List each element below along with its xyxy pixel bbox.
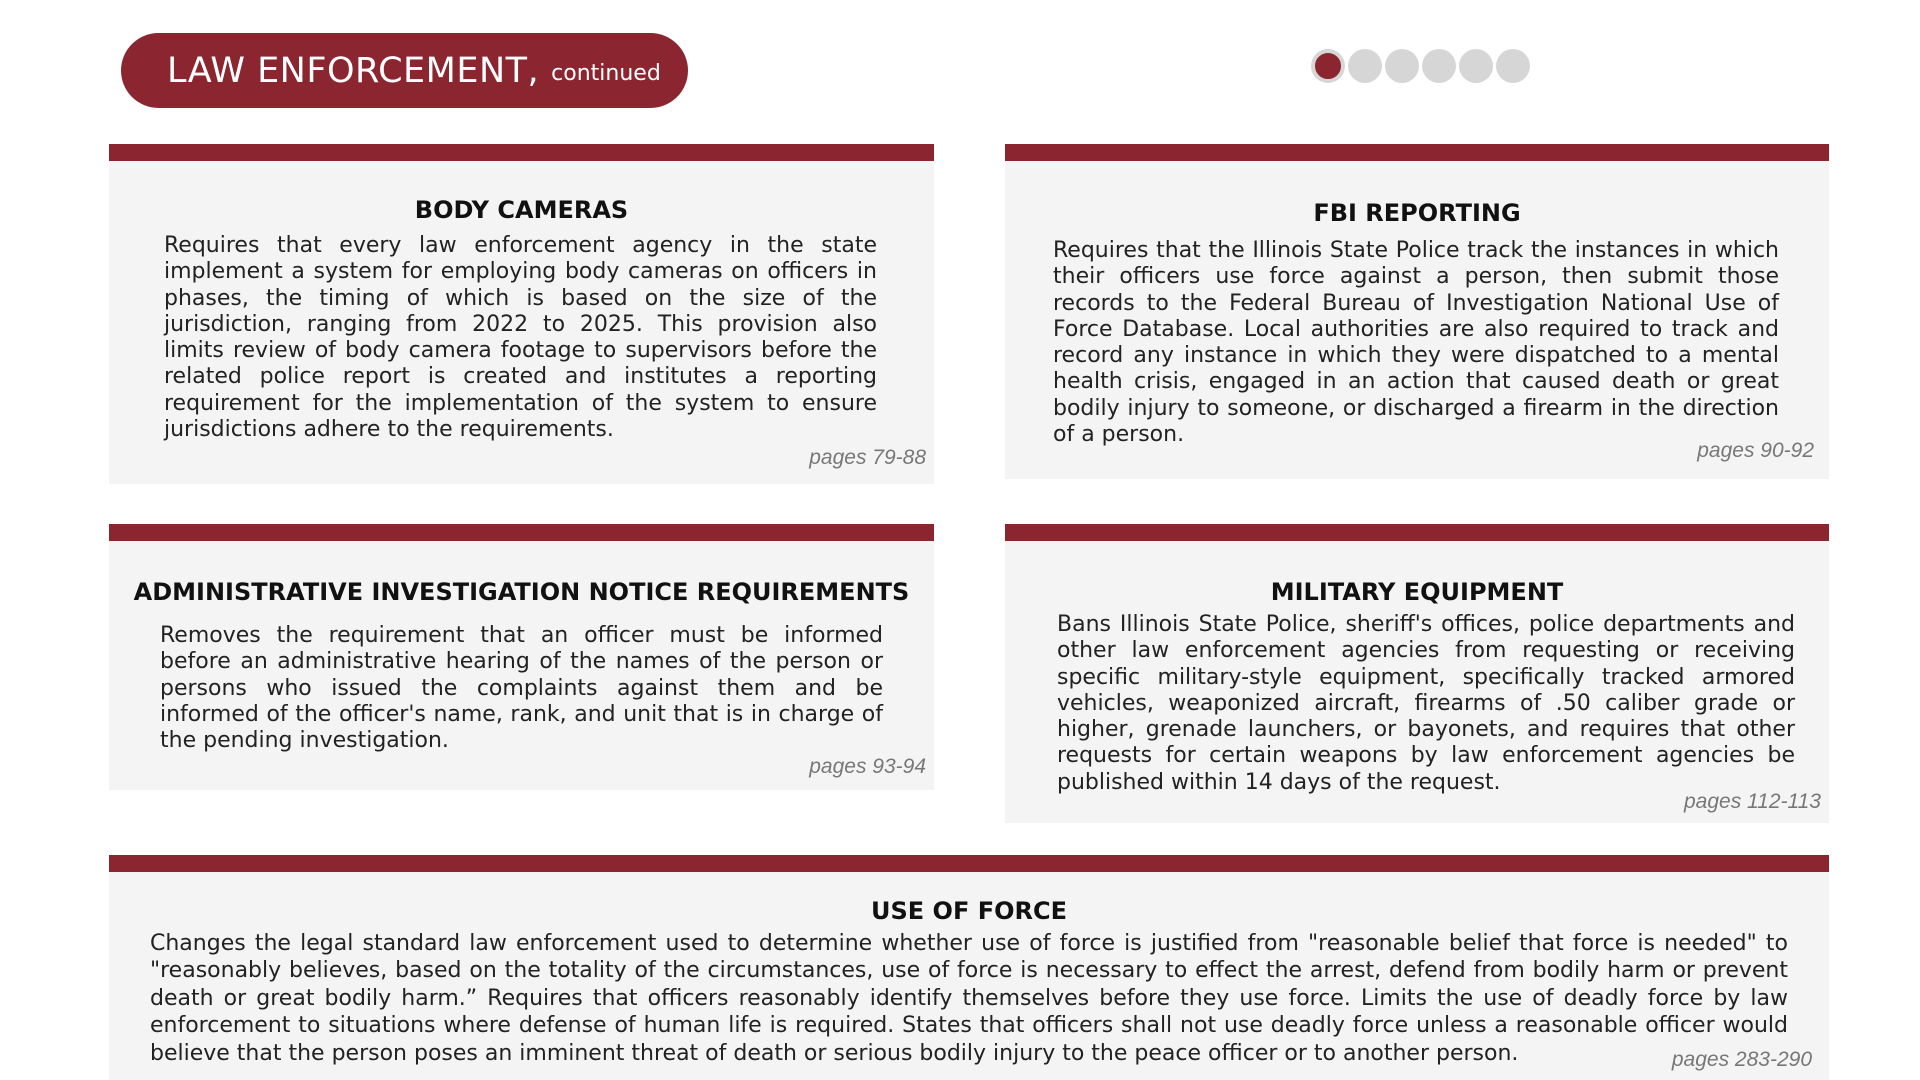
card-admin-notice: [109, 524, 934, 790]
card-title: USE OF FORCE: [871, 897, 1067, 925]
page-dot-1[interactable]: [1311, 49, 1345, 83]
page-reference: pages 79-88: [809, 446, 926, 469]
card-title: BODY CAMERAS: [414, 196, 629, 224]
card-use-of-force: [109, 855, 1829, 1080]
card-accent-bar: [109, 144, 934, 161]
card-text: Changes the legal standard law enforcement used to determine whether use of force is justified from "reasonable belief that force is needed" to "reasonably believes, based on the totality of the circumstances, use of force is necessary to effect the arrest, defend from bodily harm or prevent death or great bodily harm.” Requires that officers reasonably identify themselves before they use force. Limits the use of deadly force by law enforcement to situations where defense of human life is required. States that officers shall not use deadly force unless a reasonable officer would believe that the person poses an imminent threat of death or serious bodily injury to the peace officer or to another person.: [150, 931, 1788, 1066]
page-reference: pages 90-92: [1697, 439, 1814, 462]
card-accent-bar: [1005, 144, 1829, 161]
card-title: FBI REPORTING: [1313, 199, 1521, 227]
card-accent-bar: [109, 524, 934, 541]
card-accent-bar: [1005, 524, 1829, 541]
card-fbi-reporting: [1005, 144, 1829, 479]
page-dot-4[interactable]: [1422, 49, 1456, 83]
page-reference: pages 93-94: [809, 755, 926, 778]
page-dot-3[interactable]: [1385, 49, 1419, 83]
page-dot-5[interactable]: [1459, 49, 1493, 83]
card-title: MILITARY EQUIPMENT: [1270, 578, 1564, 606]
card-title: ADMINISTRATIVE INVESTIGATION NOTICE REQUIREMENTS: [133, 578, 910, 606]
section-subtitle: continued: [551, 61, 661, 86]
card-text: Bans Illinois State Police, sheriff's offices, police departments and other law enforcement agencies from requesting or receiving specific military-style equipment, specifically tracked armored vehicles, weaponized aircraft, firearms of .50 caliber grade or higher, grenade launchers, or bayonets, and requires that other requests for certain weapons by law enforcement agencies be published within 14 days of the request.: [1057, 612, 1795, 795]
page-reference: pages 112-113: [1683, 790, 1821, 813]
page-dot-2[interactable]: [1348, 49, 1382, 83]
section-title: LAW ENFORCEMENT,: [167, 50, 540, 91]
card-body-cameras: [109, 144, 934, 484]
card-text: Removes the requirement that an officer must be informed before an administrative hearing of the names of the person or persons who issued the complaints against them and be informed of the officer's name, rank, and unit that is in charge of the pending investigation.: [160, 623, 883, 754]
page-reference: pages 283-290: [1671, 1048, 1812, 1071]
card-military-equipment: [1005, 524, 1829, 823]
card-text: Requires that every law enforcement agency in the state implement a system for employing body cameras on officers in phases, the timing of which is based on the size of the jurisdiction, ranging from 2022 to 2025. This provision also limits review of body camera footage to supervisors before the related police report is created and institutes a reporting requirement for the implementation of the system to ensure jurisdictions adhere to the requirements.: [164, 233, 877, 443]
section-header-pill: [121, 33, 688, 108]
card-text: Requires that the Illinois State Police track the instances in which their officers use force against a person, then submit those records to the Federal Bureau of Investigation National Use of Force Database. Local authorities are also required to track and record any instance in which they were dispatched to a mental health crisis, engaged in an action that caused death or great bodily injury to someone, or discharged a firearm in the direction of a person.: [1053, 238, 1779, 448]
page-indicator: [1311, 49, 1530, 83]
card-accent-bar: [109, 855, 1829, 872]
page-dot-6[interactable]: [1496, 49, 1530, 83]
